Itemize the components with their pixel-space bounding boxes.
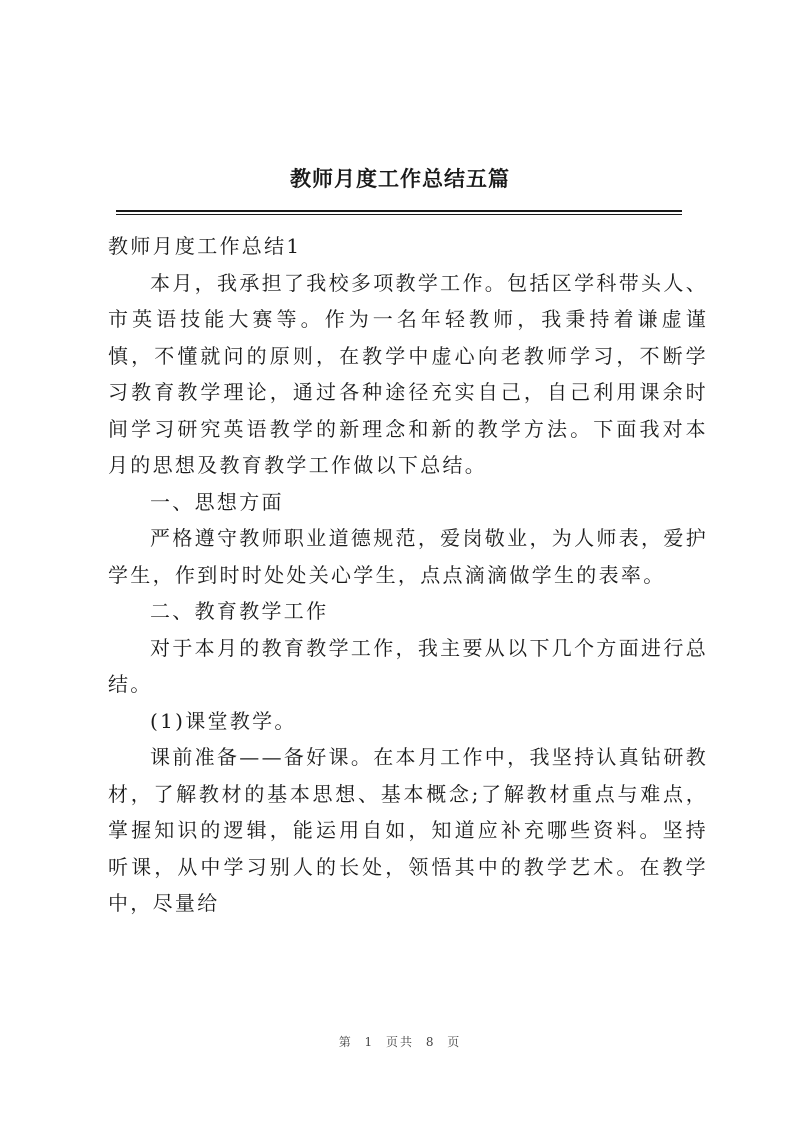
section-heading: 教师月度工作总结1 bbox=[108, 234, 302, 258]
title-rule-thin bbox=[116, 214, 682, 215]
page-footer: 第 1 页共 8 页 bbox=[338, 1035, 462, 1049]
document-title: 教师月度工作总结五篇 bbox=[290, 167, 510, 191]
document-body bbox=[108, 228, 708, 922]
subheading-classroom: (1)课堂教学。 bbox=[150, 708, 297, 733]
paragraph-teaching: 对于本月的教育教学工作，我主要从以下几个方面进行总结。 bbox=[108, 635, 708, 696]
paragraph-intro: 本月，我承担了我校多项教学工作。包括区学科带头人、市英语技能大赛等。作为一名年轻教师，我秉持着谦虚谨慎，不懂就问的原则，在教学中虚心向老教师学习，不断学习教育教学理论，通过各种途径充实自己，自己利用课余时间学习研究英语教学的新理念和新的教学方法。下面我对本月的思想及教育教学工作做以下总结。 bbox=[108, 270, 708, 477]
paragraph-thought: 严格遵守教师职业道德规范，爱岗敬业，为人师表，爱护学生，作到时时处处关心学生，点点滴滴做学生的表率。 bbox=[108, 526, 708, 587]
title-rule-thick bbox=[116, 210, 682, 212]
subheading-thought: 一、思想方面 bbox=[150, 489, 284, 514]
subheading-teaching: 二、教育教学工作 bbox=[150, 599, 329, 623]
paragraph-preparation: 课前准备——备好课。在本月工作中，我坚持认真钻研教材，了解教材的基本思想、基本概念;了解教材重点与难点，掌握知识的逻辑，能运用自如，知道应补充哪些资料。坚持听课，从中学习别人的长处，领悟其中的教学艺术。在教学中，尽量给 bbox=[108, 745, 708, 915]
